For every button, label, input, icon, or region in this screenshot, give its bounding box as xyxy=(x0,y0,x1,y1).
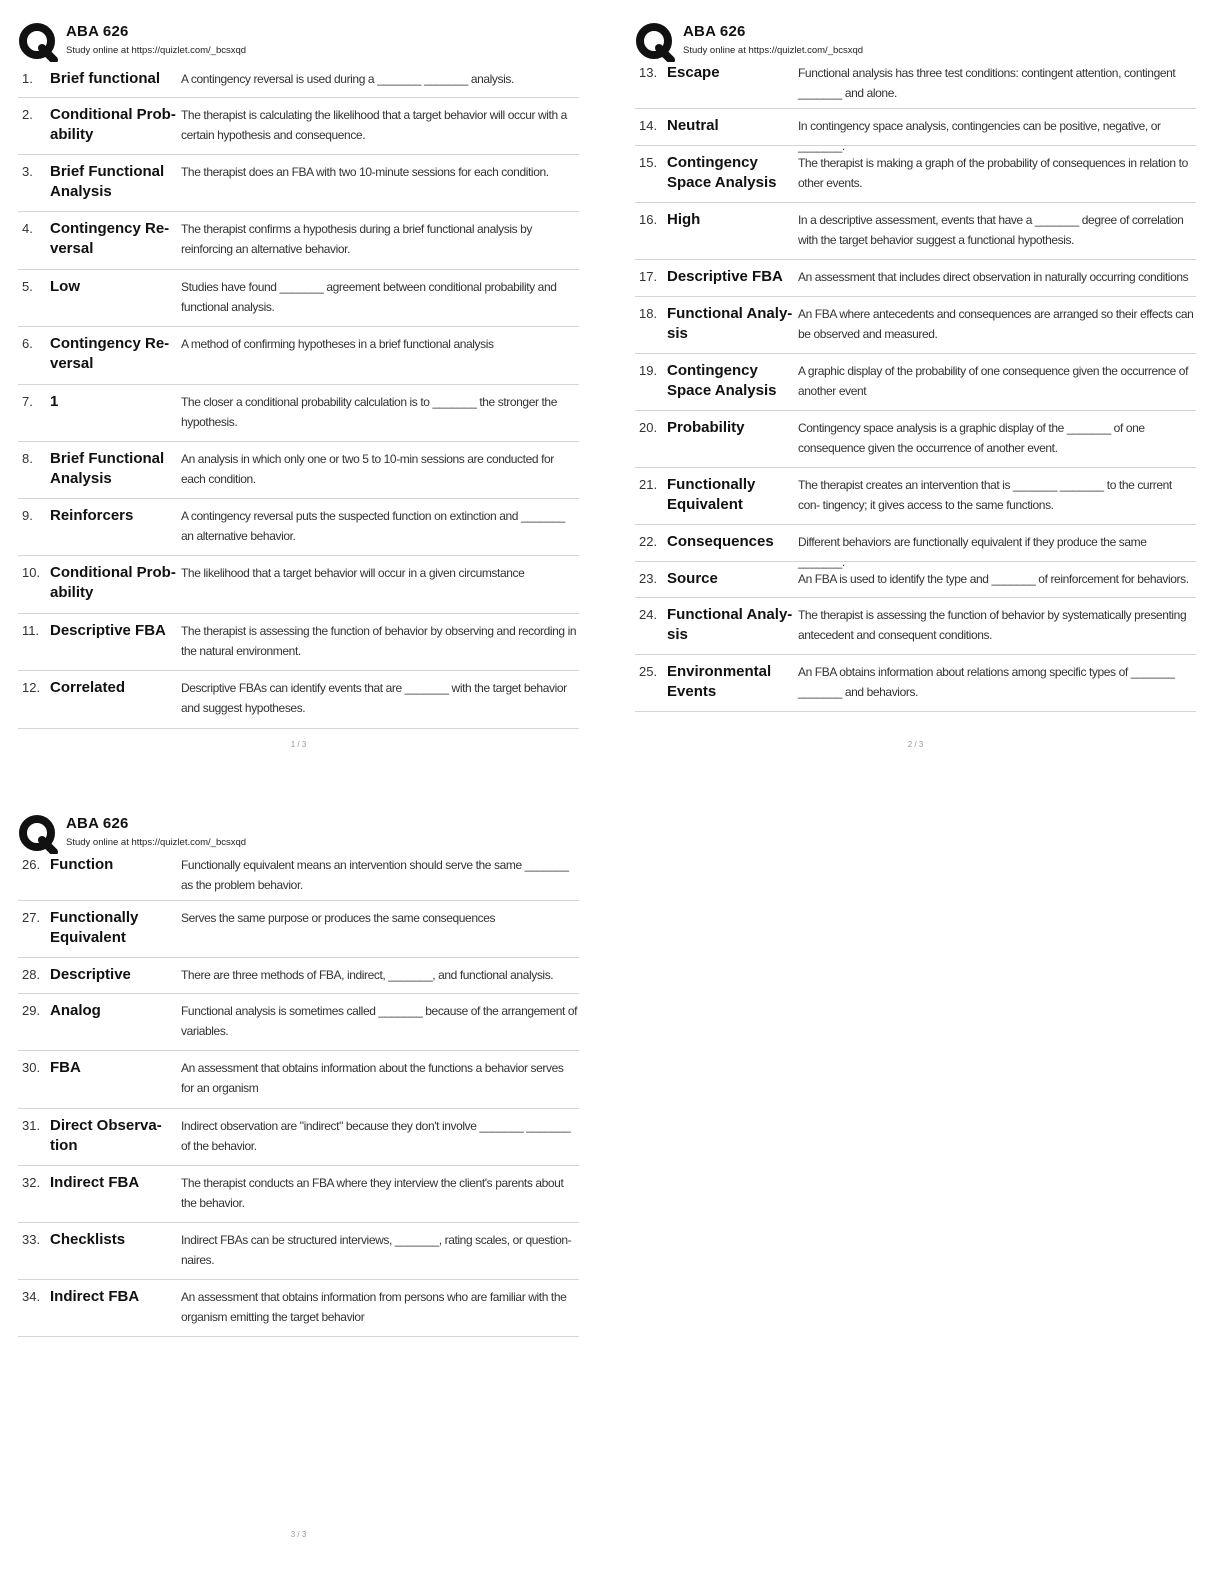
card-number: 14. xyxy=(639,118,658,133)
card-term: Descriptive FBA xyxy=(667,268,783,285)
flashcard-row xyxy=(635,297,1196,354)
card-number: 31. xyxy=(22,1118,41,1133)
card-term: Functionally Equivalent xyxy=(50,909,139,946)
card-term: Probability xyxy=(667,419,745,436)
flashcard-row xyxy=(18,614,579,671)
flashcard-row xyxy=(635,203,1196,260)
card-definition: Serves the same purpose or produces the same consequences xyxy=(181,911,496,925)
flashcard-row xyxy=(635,260,1196,297)
card-definition: The therapist is making a graph of the probability of consequences in relation to other events. xyxy=(798,156,1188,190)
card-number: 2. xyxy=(22,107,33,122)
card-number: 27. xyxy=(22,910,41,925)
card-term: Neutral xyxy=(667,117,719,134)
card-number: 33. xyxy=(22,1232,41,1247)
card-definition: An FBA is used to identify the type and _______ of reinforcement for behaviors. xyxy=(798,572,1189,586)
card-definition: Studies have found _______ agreement between conditional probability and functional analysis. xyxy=(181,280,557,314)
flashcard-row xyxy=(18,499,579,556)
card-definition: An assessment that obtains information about the functions a behavior serves for an organism xyxy=(181,1061,564,1095)
card-definition: The therapist is assessing the function of behavior by systematically presenting antecedent and consequent conditions. xyxy=(798,608,1187,642)
card-number: 28. xyxy=(22,967,41,982)
flashcard-row xyxy=(635,56,1196,109)
card-number: 23. xyxy=(639,571,658,586)
card-definition: The closer a conditional probability calculation is to _______ the stronger the hypothesis. xyxy=(181,395,557,429)
flashcard-row xyxy=(18,671,579,729)
flashcard-row xyxy=(18,442,579,499)
card-term: Consequences xyxy=(667,533,774,550)
card-number: 26. xyxy=(22,857,41,872)
card-definition: A contingency reversal is used during a _______ _______ analysis. xyxy=(181,72,514,86)
card-definition: A contingency reversal puts the suspected function on extinction and _______ an alternative behavior. xyxy=(181,509,565,543)
card-term: Contingency Space Analysis xyxy=(667,362,777,399)
flashcard-row xyxy=(18,62,579,98)
card-number: 24. xyxy=(639,607,658,622)
card-number: 34. xyxy=(22,1289,41,1304)
card-number: 21. xyxy=(639,477,658,492)
card-definition: Indirect observation are "indirect" because they don't involve _______ _______ of the behavior. xyxy=(181,1119,571,1153)
page-number: 1 / 3 xyxy=(290,740,307,749)
card-term: Conditional Prob- ability xyxy=(50,106,176,143)
card-definition: An assessment that includes direct observation in naturally occurring conditions xyxy=(798,270,1189,284)
card-definition: The likelihood that a target behavior will occur in a given circumstance xyxy=(181,566,525,580)
card-definition: An assessment that obtains information from persons who are familiar with the organism emitting the target behavior xyxy=(181,1290,567,1324)
card-definition: The therapist is assessing the function of behavior by observing and recording in the natural environment. xyxy=(181,624,577,658)
card-definition: The therapist creates an intervention that is _______ _______ to the current con- tingency; it gives access to the same functions. xyxy=(798,478,1172,512)
card-number: 1. xyxy=(22,71,33,86)
card-definition: There are three methods of FBA, indirect, _______, and functional analysis. xyxy=(181,968,554,982)
card-term: Indirect FBA xyxy=(50,1288,140,1305)
card-definition: Contingency space analysis is a graphic display of the _______ of one consequence given the occurrence of another event. xyxy=(798,421,1145,455)
card-term: Functional Analy- sis xyxy=(667,606,793,643)
flashcard-row xyxy=(18,848,579,901)
card-number: 4. xyxy=(22,221,33,236)
study-link[interactable]: Study online at https://quizlet.com/_bcsxqd xyxy=(66,45,247,56)
card-number: 25. xyxy=(639,664,658,679)
card-term: Direct Observa- tion xyxy=(50,1117,162,1154)
card-definition: The therapist conducts an FBA where they interview the client's parents about the behavior. xyxy=(181,1176,564,1210)
card-term: Indirect FBA xyxy=(50,1174,140,1191)
card-number: 7. xyxy=(22,394,33,409)
card-number: 6. xyxy=(22,336,33,351)
card-number: 32. xyxy=(22,1175,41,1190)
card-number: 29. xyxy=(22,1003,41,1018)
card-number: 8. xyxy=(22,451,33,466)
flashcard-row xyxy=(18,901,579,958)
flashcard-row xyxy=(18,1051,579,1109)
study-link[interactable]: Study online at https://quizlet.com/_bcsxqd xyxy=(66,837,247,848)
flashcard-row xyxy=(18,1280,579,1337)
card-term: Contingency Space Analysis xyxy=(667,154,777,191)
card-number: 10. xyxy=(22,565,41,580)
card-definition: The therapist confirms a hypothesis during a brief functional analysis by reinforcing an alternative behavior. xyxy=(181,222,532,256)
flashcard-row xyxy=(18,385,579,442)
card-number: 13. xyxy=(639,65,658,80)
card-number: 19. xyxy=(639,363,658,378)
flashcard-row xyxy=(18,958,579,994)
deck-title: ABA 626 xyxy=(66,23,129,40)
page-3 xyxy=(18,810,579,1539)
flashcard-row xyxy=(635,562,1196,598)
deck-title: ABA 626 xyxy=(66,815,129,832)
card-definition: A method of confirming hypotheses in a brief functional analysis xyxy=(181,337,494,351)
card-term: Analog xyxy=(50,1002,101,1019)
card-term: Correlated xyxy=(50,679,126,696)
card-term: Reinforcers xyxy=(50,507,134,524)
flashcard-row xyxy=(635,146,1196,203)
card-term: Functionally Equivalent xyxy=(667,476,756,513)
card-term: Escape xyxy=(667,64,720,81)
card-term: Checklists xyxy=(50,1231,126,1248)
card-number: 17. xyxy=(639,269,658,284)
card-term: High xyxy=(667,211,701,228)
card-term: Low xyxy=(50,278,80,295)
flashcard-row xyxy=(635,655,1196,712)
card-number: 15. xyxy=(639,155,658,170)
card-definition: An FBA where antecedents and consequences are arranged so their effects can be observed and measured. xyxy=(798,307,1194,341)
card-term: FBA xyxy=(50,1059,81,1076)
card-number: 18. xyxy=(639,306,658,321)
card-term: Descriptive FBA xyxy=(50,622,166,639)
card-number: 20. xyxy=(639,420,658,435)
flashcard-row xyxy=(18,994,579,1051)
study-link[interactable]: Study online at https://quizlet.com/_bcsxqd xyxy=(683,45,864,56)
flashcard-row xyxy=(18,1223,579,1280)
card-term: Source xyxy=(667,570,718,587)
flashcard-row xyxy=(635,109,1196,153)
card-number: 22. xyxy=(639,534,658,549)
card-number: 9. xyxy=(22,508,33,523)
card-term: Conditional Prob- ability xyxy=(50,564,176,601)
flashcard-row xyxy=(635,598,1196,655)
card-definition: The therapist does an FBA with two 10-minute sessions for each condition. xyxy=(181,165,549,179)
card-definition: An FBA obtains information about relations among specific types of _______ _______ and behaviors. xyxy=(798,665,1175,699)
card-number: 30. xyxy=(22,1060,41,1075)
flashcard-row xyxy=(18,1166,579,1223)
card-definition: Functionally equivalent means an intervention should serve the same _______ as the problem behavior. xyxy=(181,858,569,892)
card-definition: A graphic display of the probability of one consequence given the occurrence of another event xyxy=(798,364,1189,398)
card-number: 12. xyxy=(22,680,41,695)
card-term: Descriptive xyxy=(50,966,131,983)
quizlet-logo-icon xyxy=(18,22,58,62)
card-term: 1 xyxy=(50,393,59,410)
flashcard-row xyxy=(18,556,579,614)
card-term: Functional Analy- sis xyxy=(667,305,793,342)
card-definition: An analysis in which only one or two 5 to 10-min sessions are conducted for each condition. xyxy=(181,452,554,486)
flashcard-row xyxy=(18,98,579,155)
card-term: Contingency Re- versal xyxy=(50,335,170,372)
card-term: Brief Functional Analysis xyxy=(50,450,165,487)
card-definition: Indirect FBAs can be structured interviews, _______, rating scales, or question- naires. xyxy=(181,1233,572,1267)
card-term: Contingency Re- versal xyxy=(50,220,170,257)
page-number: 2 / 3 xyxy=(907,740,924,749)
card-number: 16. xyxy=(639,212,658,227)
card-definition: In a descriptive assessment, events that have a _______ degree of correlation with the target behavior suggest a functional hypothesis. xyxy=(798,213,1184,247)
card-term: Brief Functional Analysis xyxy=(50,163,165,200)
deck-title: ABA 626 xyxy=(683,23,746,40)
card-list xyxy=(18,62,579,729)
flashcard-row xyxy=(635,525,1196,569)
card-number: 5. xyxy=(22,279,33,294)
flashcard-row xyxy=(18,1109,579,1166)
flashcard-row xyxy=(635,411,1196,468)
card-definition: In contingency space analysis, contingencies can be positive, negative, or _______. xyxy=(798,119,1161,153)
flashcard-row xyxy=(18,155,579,212)
card-definition: Functional analysis has three test conditions: contingent attention, contingent _______ and alone. xyxy=(798,66,1176,100)
flashcard-row xyxy=(18,212,579,270)
card-term: Function xyxy=(50,856,114,873)
card-definition: The therapist is calculating the likelihood that a target behavior will occur with a certain hypothesis and consequence. xyxy=(181,108,567,142)
page-1 xyxy=(18,18,579,749)
flashcard-row xyxy=(18,327,579,385)
card-term: Environmental Events xyxy=(667,663,772,700)
flashcard-row xyxy=(635,354,1196,411)
card-definition: Different behaviors are functionally equivalent if they produce the same _______. xyxy=(798,535,1147,569)
card-number: 11. xyxy=(22,623,40,638)
card-list xyxy=(635,56,1196,712)
flashcard-row xyxy=(635,468,1196,525)
card-term: Brief functional xyxy=(50,70,161,87)
page-header xyxy=(18,18,579,62)
page-number: 3 / 3 xyxy=(290,1530,307,1539)
card-definition: Descriptive FBAs can identify events that are _______ with the target behavior and suggest hypotheses. xyxy=(181,681,567,715)
flashcard-row xyxy=(18,270,579,327)
card-number: 3. xyxy=(22,164,33,179)
card-definition: Functional analysis is sometimes called _______ because of the arrangement of variables. xyxy=(181,1004,578,1038)
card-list xyxy=(18,848,579,1337)
page-2 xyxy=(635,18,1196,749)
